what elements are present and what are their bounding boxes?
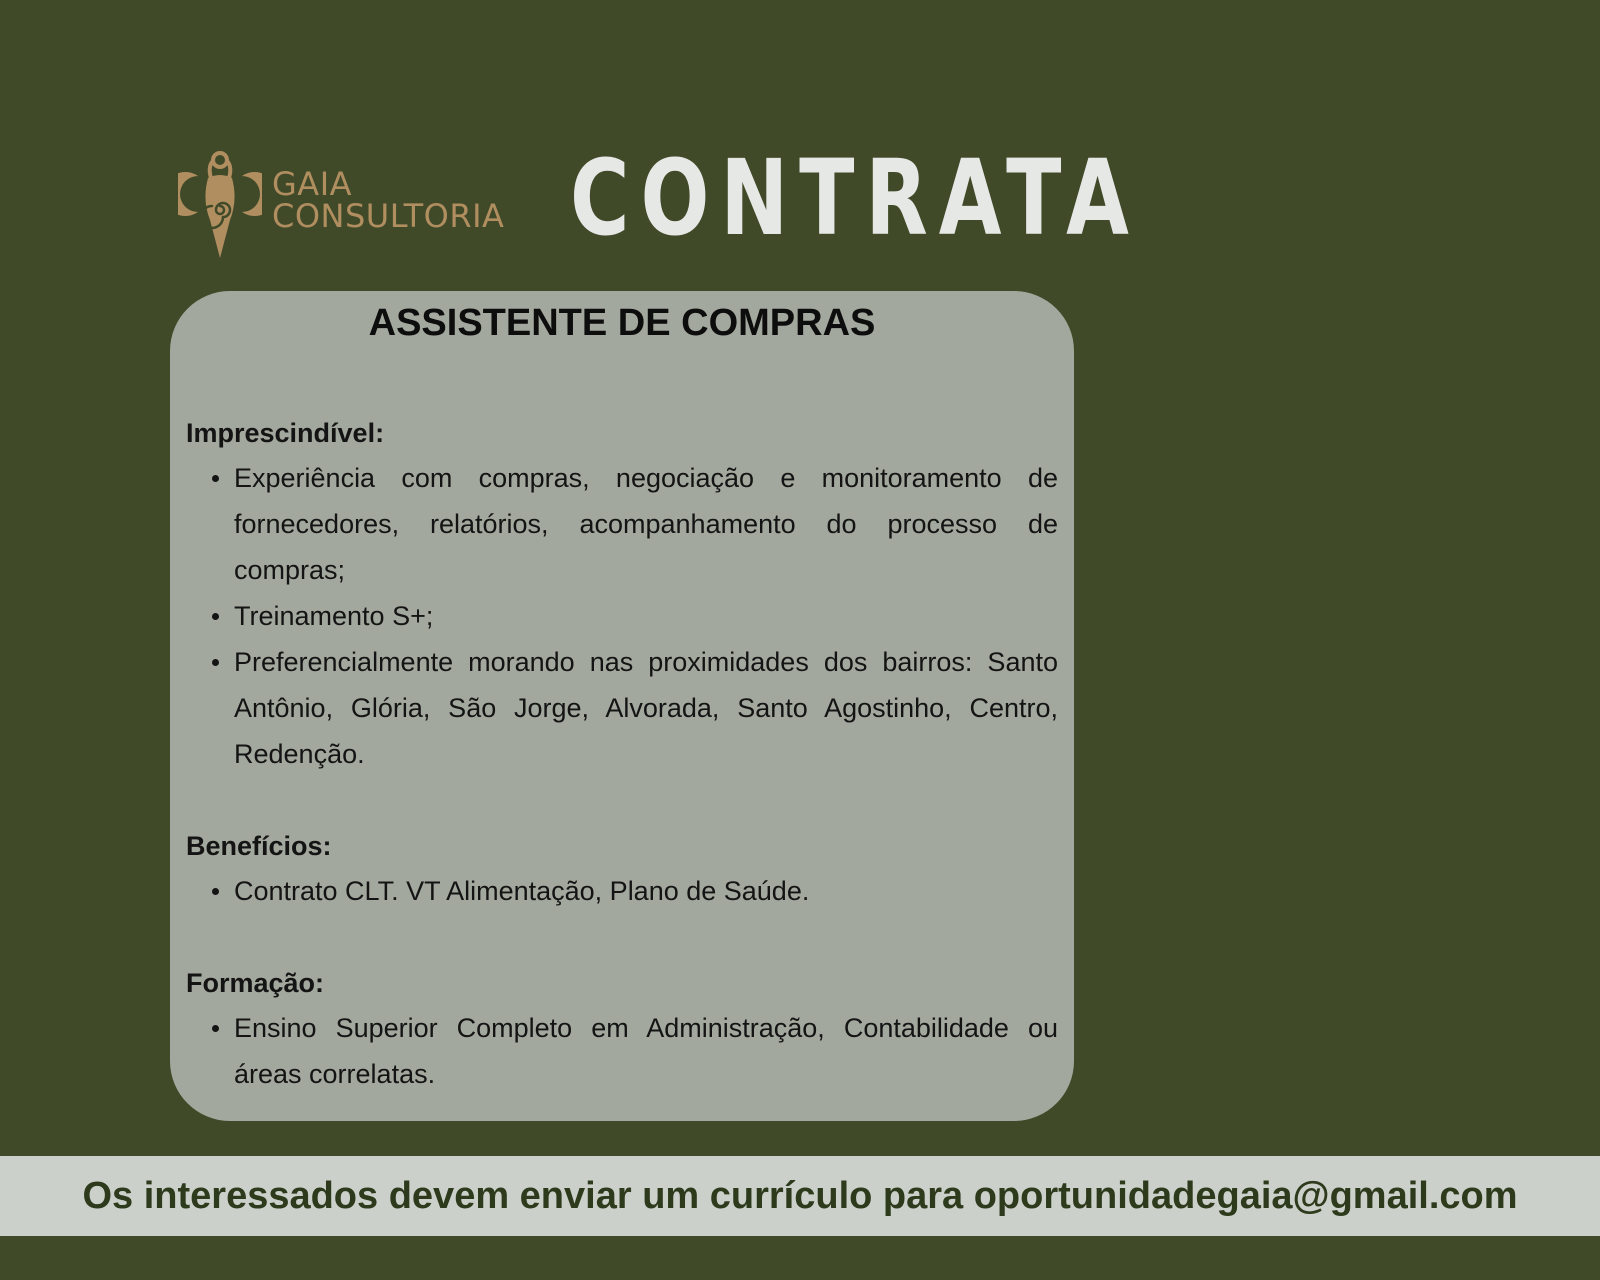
gaia-consultoria-logo [178, 148, 538, 260]
requirements-list [186, 455, 1058, 777]
list-item: Contrato CLT. VT Alimentação, Plano de Saúde. [234, 868, 1058, 914]
list-item: Preferencialmente morando nas proximidades dos bairros: Santo Antônio, Glória, São Jorge, Alvorada, Santo Agostinho, Centro, Redenção. [234, 639, 1058, 777]
requirements-section [186, 411, 1058, 777]
brand-name-line1: GAIA [272, 165, 353, 203]
list-item: Treinamento S+; [234, 593, 1058, 639]
list-item: Experiência com compras, negociação e monitoramento de fornecedores, relatórios, acompanhamento do processo de compras; [234, 455, 1058, 593]
education-list [186, 1005, 1058, 1097]
contact-banner: Os interessados devem enviar um currículo para oportunidadegaia@gmail.com [0, 1156, 1600, 1236]
benefits-section [186, 824, 1058, 914]
brand-name [272, 165, 505, 235]
job-card [170, 291, 1074, 1121]
job-title: ASSISTENTE DE COMPRAS [368, 302, 876, 344]
headline: CONTRATA [570, 137, 1140, 259]
education-heading: Formação: [186, 968, 325, 998]
brand-name-line2: CONSULTORIA [272, 197, 505, 235]
goddess-moon-icon [178, 148, 262, 260]
education-section [186, 961, 1058, 1097]
list-item: Ensino Superior Completo em Administração, Contabilidade ou áreas correlatas. [234, 1005, 1058, 1097]
requirements-heading: Imprescindível: [186, 418, 385, 448]
benefits-heading: Benefícios: [186, 831, 332, 861]
benefits-list [186, 868, 1058, 914]
